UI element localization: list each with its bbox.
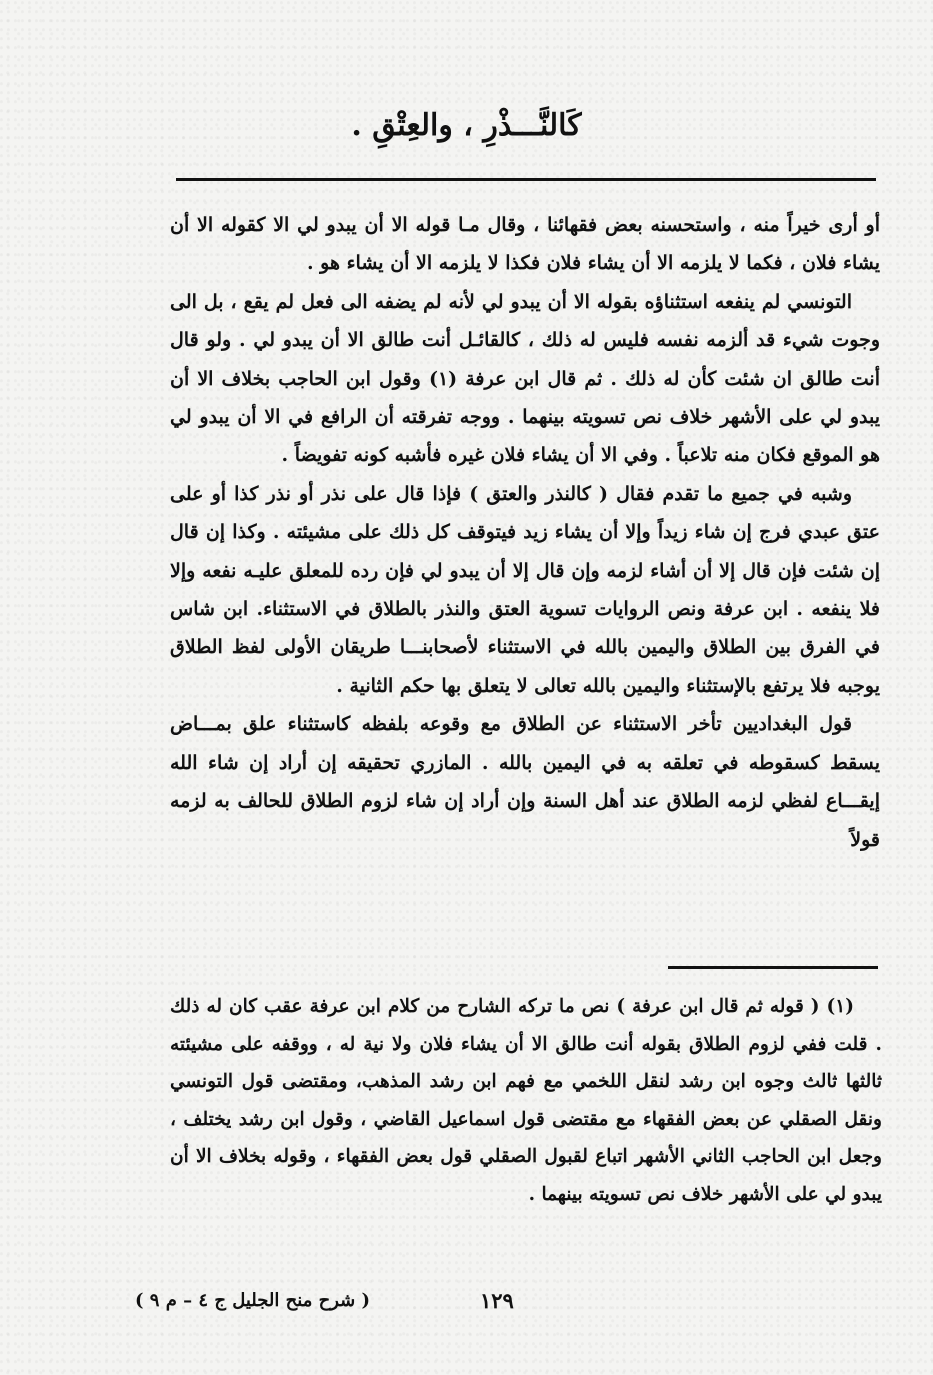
- footnote-1: (١) ( قوله ثم قال ابن عرفة ) نص ما تركه الشارح من كلام ابن عرفة عقب كان له ذلك . قلت ففي لزوم الطلاق بقوله أنت طالق الا أن يشاء فلان ولا نية له ، ووقفه على مشيئته ثالثها ثالث وجوه ابن رشد لنقل اللخمي مع فهم ابن رشد المذهب، ومقتضى قول التونسي ونقل الصقلي عن بعض الفقهاء مع مقتضى قول اسماعيل القاضي ، وقول ابن رشد يختلف ، وجعل ابن الحاجب الثاني الأشهر اتباع لقبول الصقلي قول بعض الفقهاء ، وقوله بخلاف الا أن يبدو لي على الأشهر خلاف نص تسويته بينهما .: [170, 996, 882, 1205]
- page-footer: [0, 1288, 933, 1318]
- main-text: [170, 206, 880, 859]
- footnotes: [170, 988, 882, 1213]
- header-divider: [176, 178, 876, 181]
- book-reference: ( شرح منح الجليل ج ٤ – م ٩ ): [135, 1290, 371, 1311]
- page-number: ١٢٩: [480, 1288, 514, 1313]
- body-paragraph-2: التونسي لم ينفعه استثناؤه بقوله الا أن يبدو لي لأنه لم يضفه الى فعل لم يقع ، بل الى وجوت شيء قد ألزمه نفسه فليس له ذلك ، كالقائـل أنت طالق الا أن يبدو لي . ولو قال أنت طالق ان شئت كأن له ذلك . ثم قال ابن عرفة (١) وقول ابن الحاجب بخلاف الا أن يبدو لي على الأشهر خلاف نص تسويته بينهما . ووجه تفرقته أن الرافع في الا أن يبدو لي هو الموقع فكان منه تلاعباً . وفي الا أن يشاء فلان غيره فأشبه كونه تفويضاً .: [170, 290, 880, 467]
- footnote-divider: [668, 966, 878, 969]
- body-paragraph-4: قول البغداديين تأخر الاستثناء عن الطلاق مع وقوعه بلفظه كاستثناء علق بمـــاض يسقط كسقوطه في تعلقه به في اليمين بالله . المازري تحقيقه إن أراد إن شاء الله إيقـــاع لفظي لزمه الطلاق عند أهل السنة وإن أراد إن شاء لزوم الطلاق للحالف به لزمه قولاً: [170, 713, 880, 851]
- body-paragraph-3: وشبه في جميع ما تقدم فقال ( كالنذر والعتق ) فإذا قال على نذر أو نذر كذا أو على عتق عبدي فرج إن شاء زيداً وإلا أن يشاء زيد فيتوقف كل ذلك على مشيئته . وكذا إن قال إن شئت فإن قال إلا أن أشاء لزمه وإن قال إلا أن يبدو لي فإن رده للمعلق عليـه نفعه وإلا فلا ينفعه . ابن عرفة ونص الروايات تسوية العتق والنذر بالطلاق في الاستثناء. ابن شاس في الفرق بين الطلاق واليمين بالله في الاستثناء لأصحابنـــا طريقان الأولى لفظ الطلاق يوجبه فلا يرتفع بالإستثناء واليمين بالله تعالى لا يتعلق بها حكم الثانية .: [170, 482, 880, 697]
- page-header-title: كَالنَّـــذْرِ ، والعِتْقِ .: [351, 108, 582, 143]
- body-paragraph-1: أو أرى خيراً منه ، واستحسنه بعض فقهائنا ، وقال مـا قوله الا أن يبدو لي الا كقوله الا أن يشاء فلان ، فكما لا يلزمه الا أن يشاء فلان فكذا لا يلزمه الا أن يشاء هو .: [170, 214, 880, 275]
